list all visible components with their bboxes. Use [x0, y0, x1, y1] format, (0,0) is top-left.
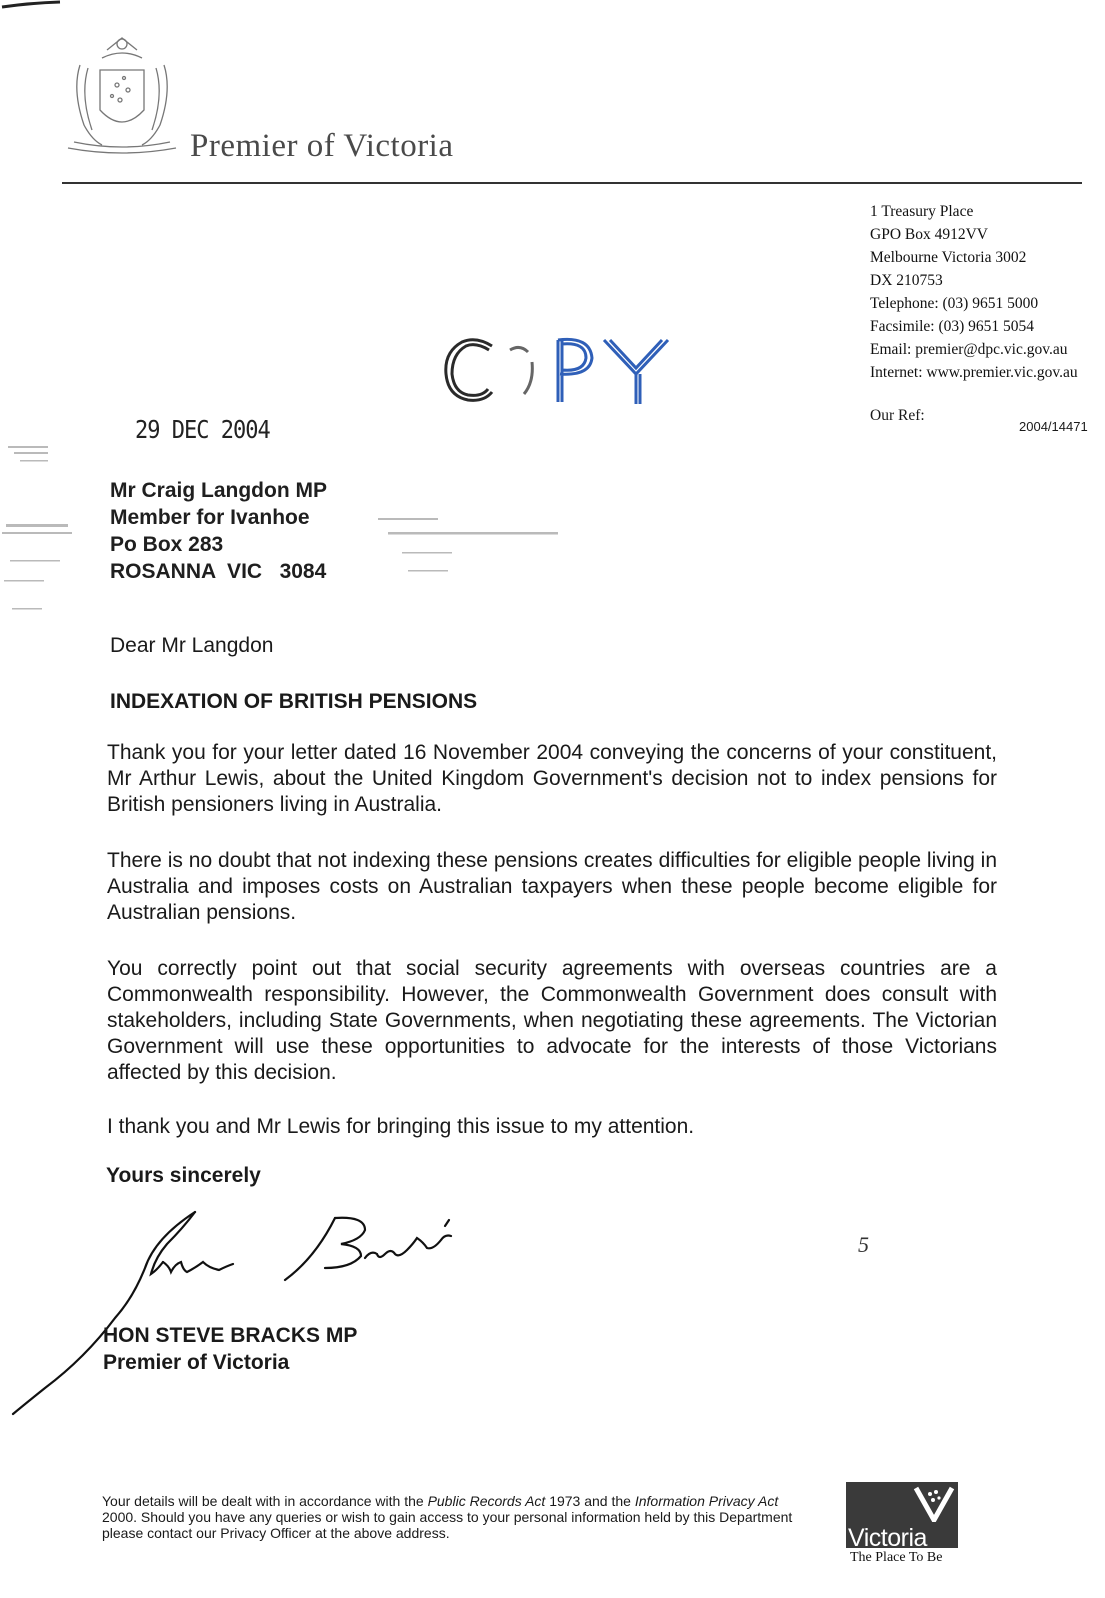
closing: Yours sincerely — [106, 1164, 261, 1187]
recipient-name: Mr Craig Langdon MP — [110, 479, 327, 502]
body-paragraph: There is no doubt that not indexing these pensions creates difficulties for eligible people living in Australia and imposes costs on Australian taxpayers when these people become eligible for Australian pensions. — [107, 849, 997, 924]
address-line: DX 210753 — [870, 272, 943, 289]
recipient-locality: ROSANNA VIC 3084 — [110, 560, 327, 583]
recipient-address — [110, 477, 327, 585]
salutation: Dear Mr Langdon — [110, 634, 274, 657]
body-paragraph: I thank you and Mr Lewis for bringing this issue to my attention. — [107, 1115, 695, 1138]
privacy-footer-note — [102, 1493, 802, 1541]
victoria-logo-tagline: The Place To Be — [850, 1550, 943, 1565]
telephone-line: Telephone: (03) 9651 5000 — [870, 295, 1039, 312]
footer-text: 1973 and the — [545, 1493, 635, 1509]
scan-mark — [0, 0, 70, 10]
our-ref-label: Our Ref: — [870, 407, 925, 424]
address-line: Melbourne Victoria 3002 — [870, 249, 1027, 266]
header-divider — [62, 182, 1082, 184]
subject-line: INDEXATION OF BRITISH PENSIONS — [110, 690, 478, 713]
victoria-logo — [846, 1482, 962, 1568]
facsimile-line: Facsimile: (03) 9651 5054 — [870, 318, 1035, 335]
address-line: GPO Box 4912VV — [870, 226, 988, 243]
copy-stamp — [440, 322, 690, 422]
recipient-po-box: Po Box 283 — [110, 533, 224, 556]
footer-text: Your details will be dealt with in accordance with the — [102, 1493, 428, 1509]
address-line: 1 Treasury Place — [870, 203, 974, 220]
our-ref-value: 2004/14471 — [1019, 419, 1088, 434]
victoria-logo-word: Victoria — [848, 1524, 927, 1552]
scan-noise — [0, 440, 80, 630]
body-paragraph: Thank you for your letter dated 16 November 2004 conveying the concerns of your constituent, Mr Arthur Lewis, about the United Kingdom Government's decision not to index pensions for British pensioners living in Australia. — [107, 741, 997, 816]
recipient-title: Member for Ivanhoe — [110, 506, 310, 529]
footer-text: 2000. Should you have any queries or wish to gain access to your personal information held by this Department please contact our Privacy Officer at the above address. — [102, 1509, 793, 1541]
internet-line: Internet: www.premier.vic.gov.au — [870, 364, 1078, 381]
date-stamp: 29 DEC 2004 — [135, 416, 270, 445]
scan-noise — [378, 512, 558, 582]
letterhead-title: Premier of Victoria — [190, 128, 454, 164]
signatory-name: HON STEVE BRACKS MP — [103, 1324, 358, 1347]
footer-act-name: Public Records Act — [427, 1493, 546, 1509]
footer-act-name: Information Privacy Act — [634, 1493, 779, 1509]
sender-address — [870, 200, 1078, 384]
email-line: Email: premier@dpc.vic.gov.au — [870, 341, 1068, 358]
body-paragraph: You correctly point out that social security agreements with overseas countries are a Commonwealth responsibility. However, the Commonwealth Government does consult with stakeholders, including State Governments, when negotiating these agreements. The Victorian Government will use these opportunities to advocate for the interests of those Victorians affected by this decision. — [107, 957, 997, 1084]
page-mark: 5 — [858, 1232, 869, 1257]
victoria-v-icon — [912, 1486, 956, 1522]
signature — [5, 1198, 475, 1422]
victoria-logo-box — [846, 1482, 958, 1552]
victoria-coat-of-arms-icon — [62, 30, 182, 160]
signatory-title: Premier of Victoria — [103, 1351, 290, 1374]
